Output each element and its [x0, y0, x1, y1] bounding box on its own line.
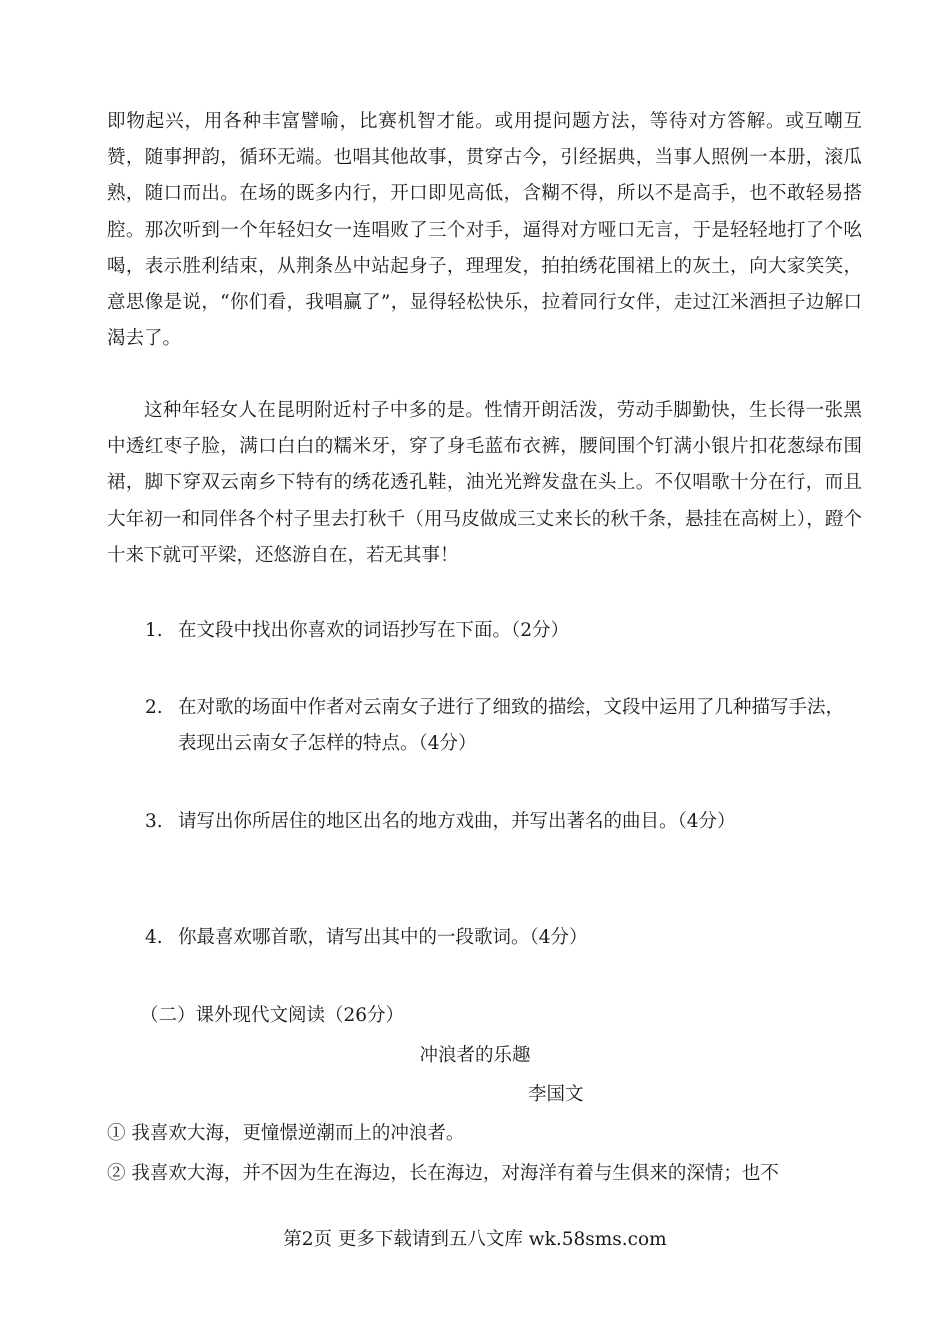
article-paragraph-2: ② 我喜欢大海，并不因为生在海边，长在海边，对海洋有着与生俱来的深情；也不: [107, 1163, 779, 1184]
question-number: 1.: [145, 620, 163, 641]
question-number: 3.: [145, 811, 163, 832]
question-text: 请写出你所居住的地区出名的地方戏曲，并写出著名的曲目。（4分）: [178, 811, 736, 832]
article-title: 冲浪者的乐趣: [419, 1045, 531, 1066]
question-3: [145, 804, 855, 840]
question-1: [145, 613, 855, 649]
passage-paragraph-2: 这种年轻女人在昆明附近村子中多的是。性情开朗活泼，劳动手脚勤快，生长得一张黑中透红枣子脸，满口白白的糯米牙，穿了身毛蓝布衣裤，腰间围个钉满小银片扣花葱绿布围裙，脚下穿双云南乡下特有的绣花透孔鞋，油光光辫发盘在头上。不仅唱歌十分在行，而且大年初一和同伴各个村子里去打秋千（用马皮做成三丈来长的秋千条，悬挂在高树上），蹬个十来下就可平梁，还悠游自在，若无其事！: [107, 400, 862, 566]
section-heading: （二）课外现代文阅读（26分）: [140, 1005, 405, 1026]
article-author: 李国文: [528, 1084, 584, 1105]
question-4: [145, 920, 855, 956]
article-paragraph-1: ① 我喜欢大海，更憧憬逆潮而上的冲浪者。: [107, 1123, 465, 1144]
question-number: 2.: [145, 697, 163, 718]
page-footer: 第2页 更多下载请到五八文库 wk.58sms.com: [283, 1229, 667, 1250]
passage-paragraph-1: 即物起兴，用各种丰富譬喻，比赛机智才能。或用提问题方法，等待对方答解。或互嘲互赞，随事押韵，循环无端。也唱其他故事，贯穿古今，引经据典，当事人照例一本册，滚瓜熟，随口而出。在场的既多内行，开口即见高低，含糊不得，所以不是高手，也不敢轻易搭腔。那次听到一个年轻妇女一连唱败了三个对手，逼得对方哑口无言，于是轻轻地打了个吆喝，表示胜利结束，从荆条丛中站起身子，理理发，拍拍绣花围裙上的灰土，向大家笑笑，意思像是说，“你们看，我唱赢了”，显得轻松快乐，拉着同行女伴，走过江米酒担子边解口渴去了。: [107, 111, 862, 350]
question-text: 在文段中找出你喜欢的词语抄写在下面。（2分）: [178, 620, 570, 641]
question-2: [145, 690, 855, 762]
question-number: 4.: [145, 927, 163, 948]
question-text: 在对歌的场面中作者对云南女子进行了细致的描绘，文段中运用了几种描写手法，表现出云南女子怎样的特点。（4分）: [178, 697, 845, 755]
question-text: 你最喜欢哪首歌，请写出其中的一段歌词。（4分）: [178, 927, 588, 948]
